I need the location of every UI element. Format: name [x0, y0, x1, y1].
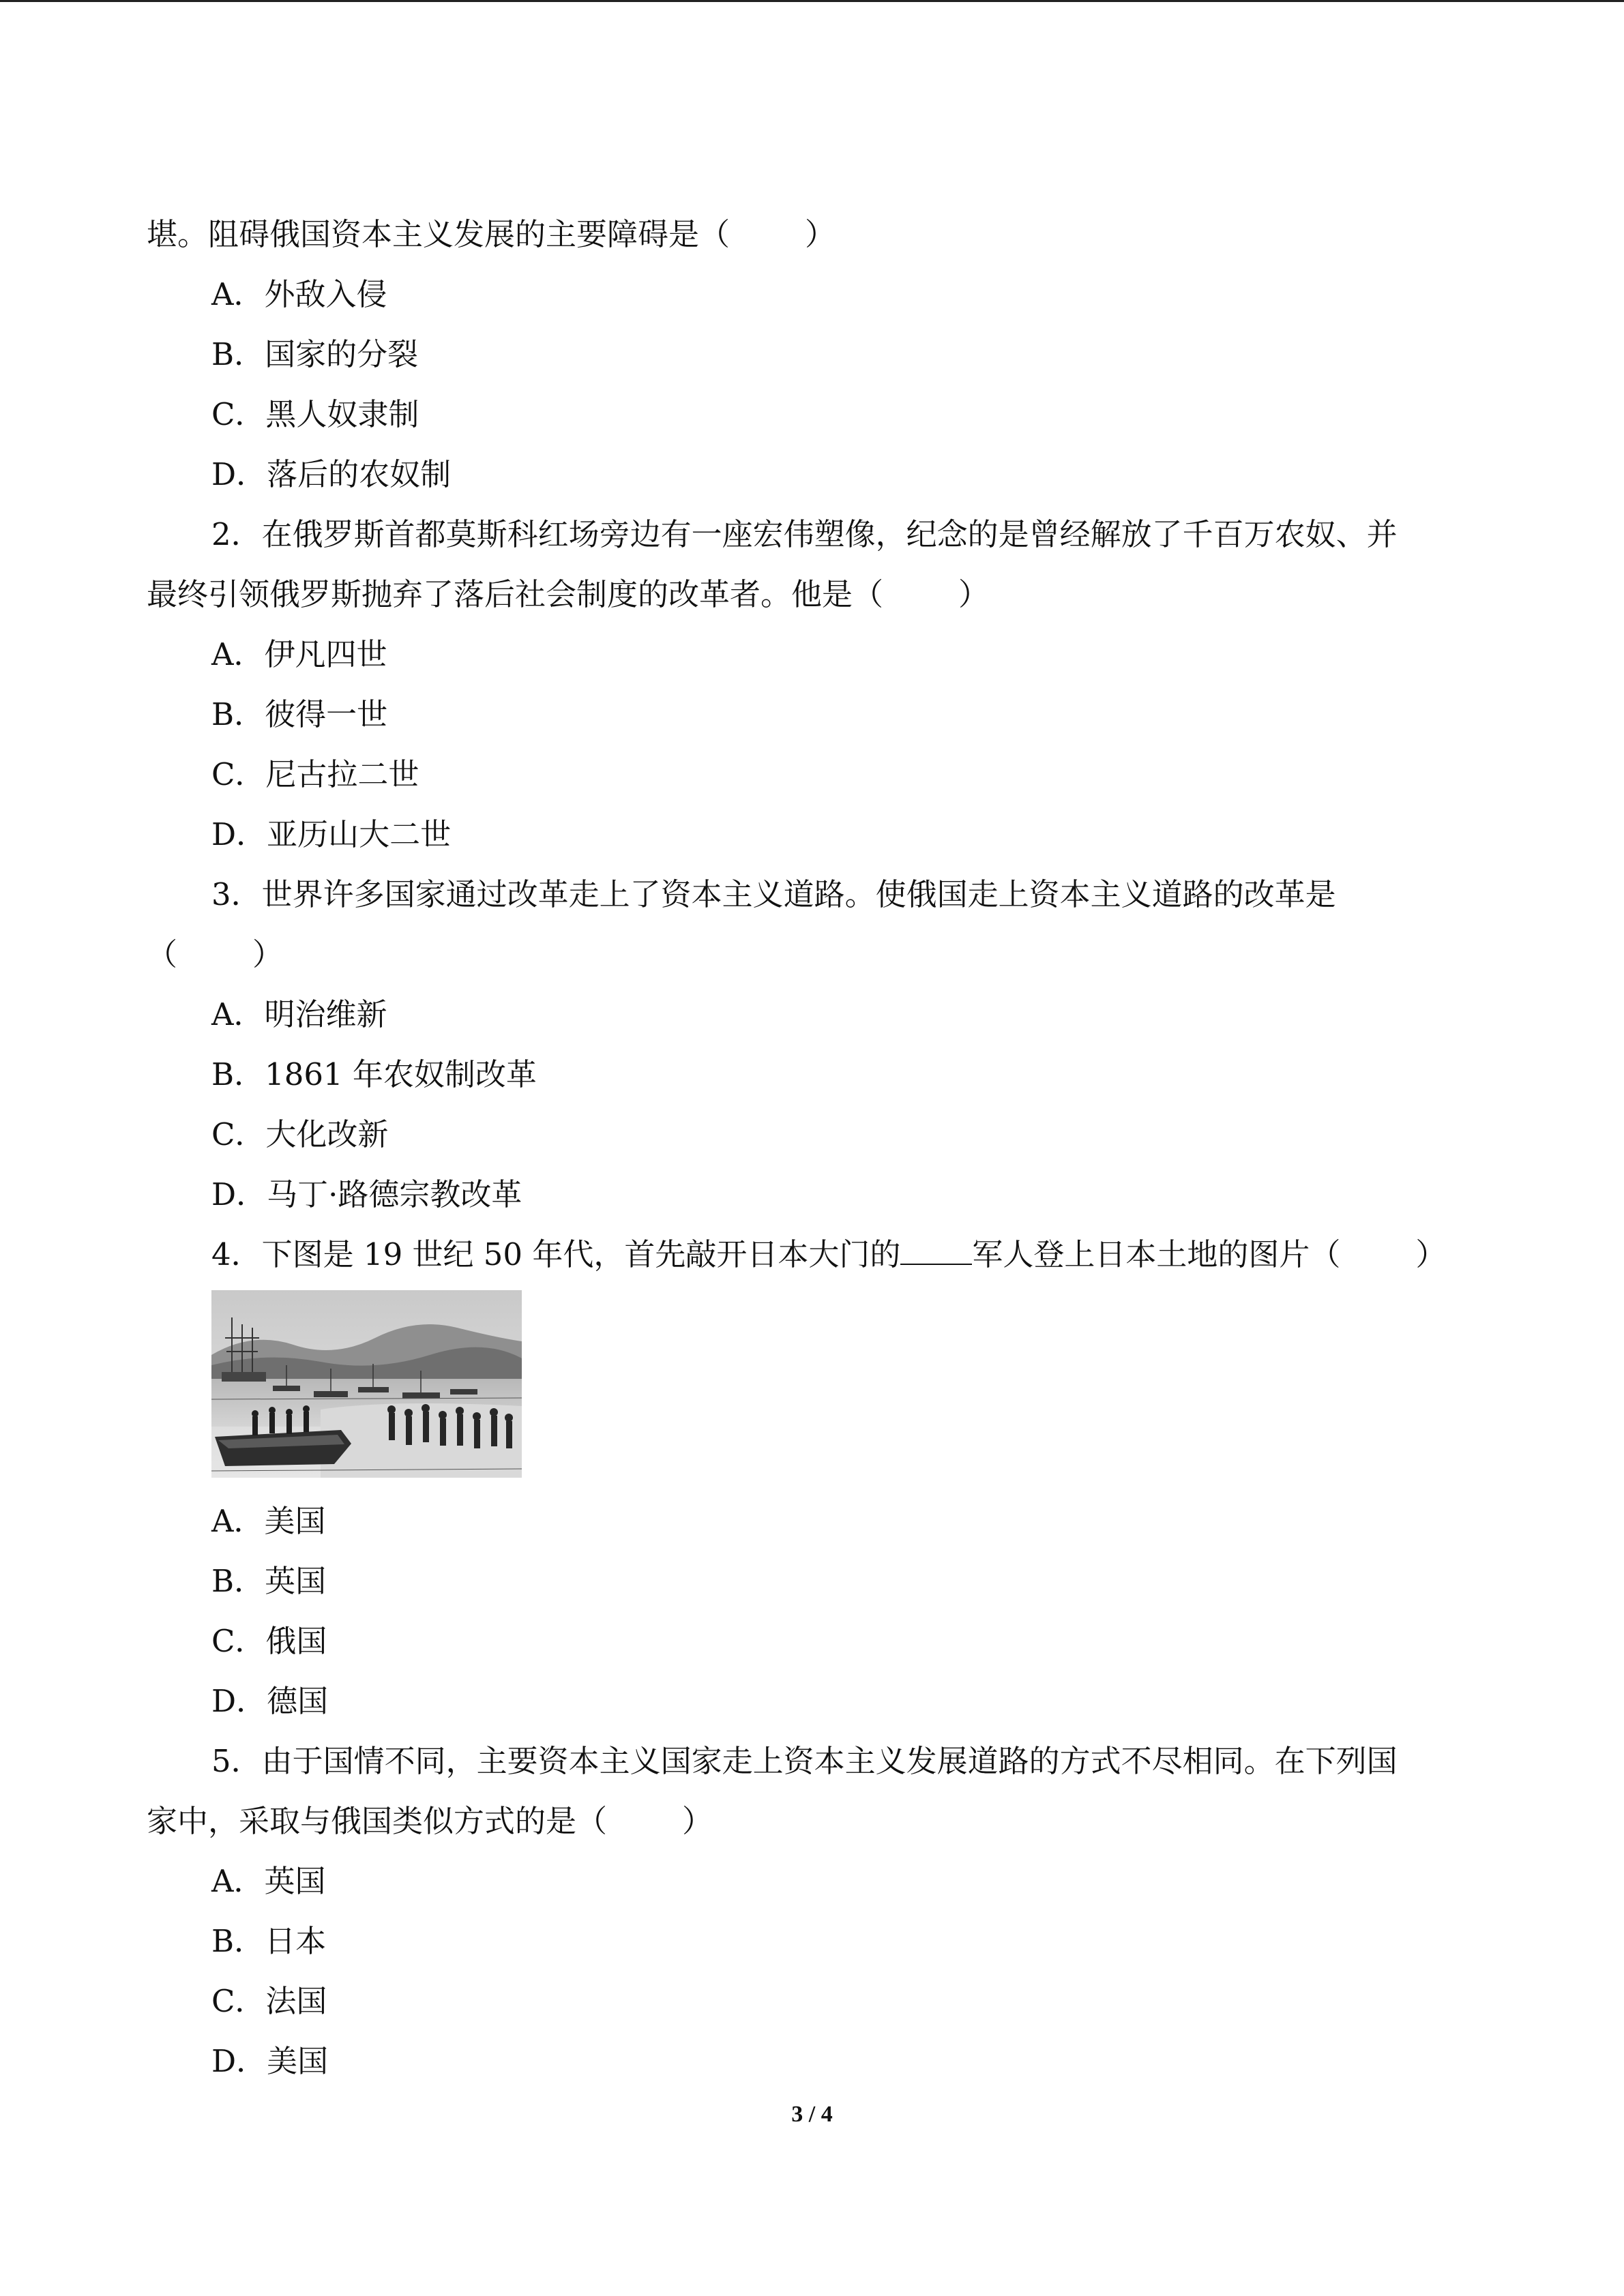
question-4-option-d: D．德国: [211, 1683, 329, 1719]
question-2-option-c: C．尼古拉二世: [211, 756, 419, 792]
question-3-option-a: A．明治维新: [211, 996, 387, 1032]
question-4-stem-text-a: 4．下图是 19 世纪 50 年代，首先敲开日本大门的: [211, 1236, 901, 1272]
question-3-option-b: B．1861 年农奴制改革: [211, 1056, 537, 1092]
question-3-stem-line-1: 3．世界许多国家通过改革走上了资本主义道路。使俄国走上资本主义道路的改革是: [211, 876, 1336, 912]
question-1-stem-close: ）: [805, 216, 836, 252]
question-3-stem-line-2: [147, 925, 1483, 985]
historical-landing-illustration: [211, 1290, 522, 1478]
question-4-stem: [147, 1225, 1483, 1285]
question-2-option-a: A．伊凡四世: [211, 636, 387, 672]
question-2-stem-line-2: [147, 565, 1483, 625]
question-1-option-c: C．黑人奴隶制: [211, 396, 419, 432]
question-3-open-paren: （: [147, 936, 178, 972]
question-5-option-d: D．美国: [211, 2043, 329, 2079]
question-5-option-b: B．日本: [211, 1923, 327, 1959]
question-3-option-d: D．马丁·路德宗教改革: [211, 1176, 522, 1212]
question-3-option-c: C．大化改新: [211, 1116, 389, 1152]
question-1-stem-text: 堪。阻碍俄国资本主义发展的主要障碍是（: [147, 216, 730, 252]
question-2-stem-line-1: 2．在俄罗斯首都莫斯科红场旁边有一座宏伟塑像，纪念的是曾经解放了千百万农奴、并: [211, 516, 1398, 552]
question-1-option-d: D．落后的农奴制: [211, 456, 452, 492]
question-1-option-a: A．外敌入侵: [211, 276, 387, 312]
question-2-option-b: B．彼得一世: [211, 696, 388, 732]
question-4-stem-text-b: 军人登上日本土地的图片（: [972, 1236, 1341, 1272]
question-1-stem: [147, 205, 1483, 265]
top-border-line: [0, 0, 1624, 2]
question-5-option-a: A．英国: [211, 1863, 326, 1899]
question-4-blank: [900, 1236, 972, 1265]
question-2-stem-text: 最终引领俄罗斯抛弃了落后社会制度的改革者。他是（: [147, 576, 884, 612]
question-5-stem-text: 家中，采取与俄国类似方式的是（: [147, 1803, 608, 1839]
question-4-option-c: C．俄国: [211, 1623, 327, 1659]
question-3-close-paren: ）: [252, 936, 284, 972]
question-5-stem-line-2: [147, 1791, 1483, 1851]
page-number: 3 / 4: [791, 2102, 833, 2127]
question-5-stem-close: ）: [682, 1803, 713, 1839]
question-4-option-b: B．英国: [211, 1563, 327, 1599]
question-2-option-d: D．亚历山大二世: [211, 816, 452, 852]
question-2-stem-close: ）: [958, 576, 990, 612]
question-5-stem-line-1: 5．由于国情不同，主要资本主义国家走上资本主义发展道路的方式不尽相同。在下列国: [211, 1743, 1398, 1779]
question-4-stem-close: ）: [1415, 1236, 1447, 1272]
question-5-option-c: C．法国: [211, 1983, 327, 2019]
page-content: [147, 205, 1483, 2091]
question-1-option-b: B．国家的分裂: [211, 336, 419, 372]
question-4-option-a: A．美国: [211, 1503, 326, 1539]
